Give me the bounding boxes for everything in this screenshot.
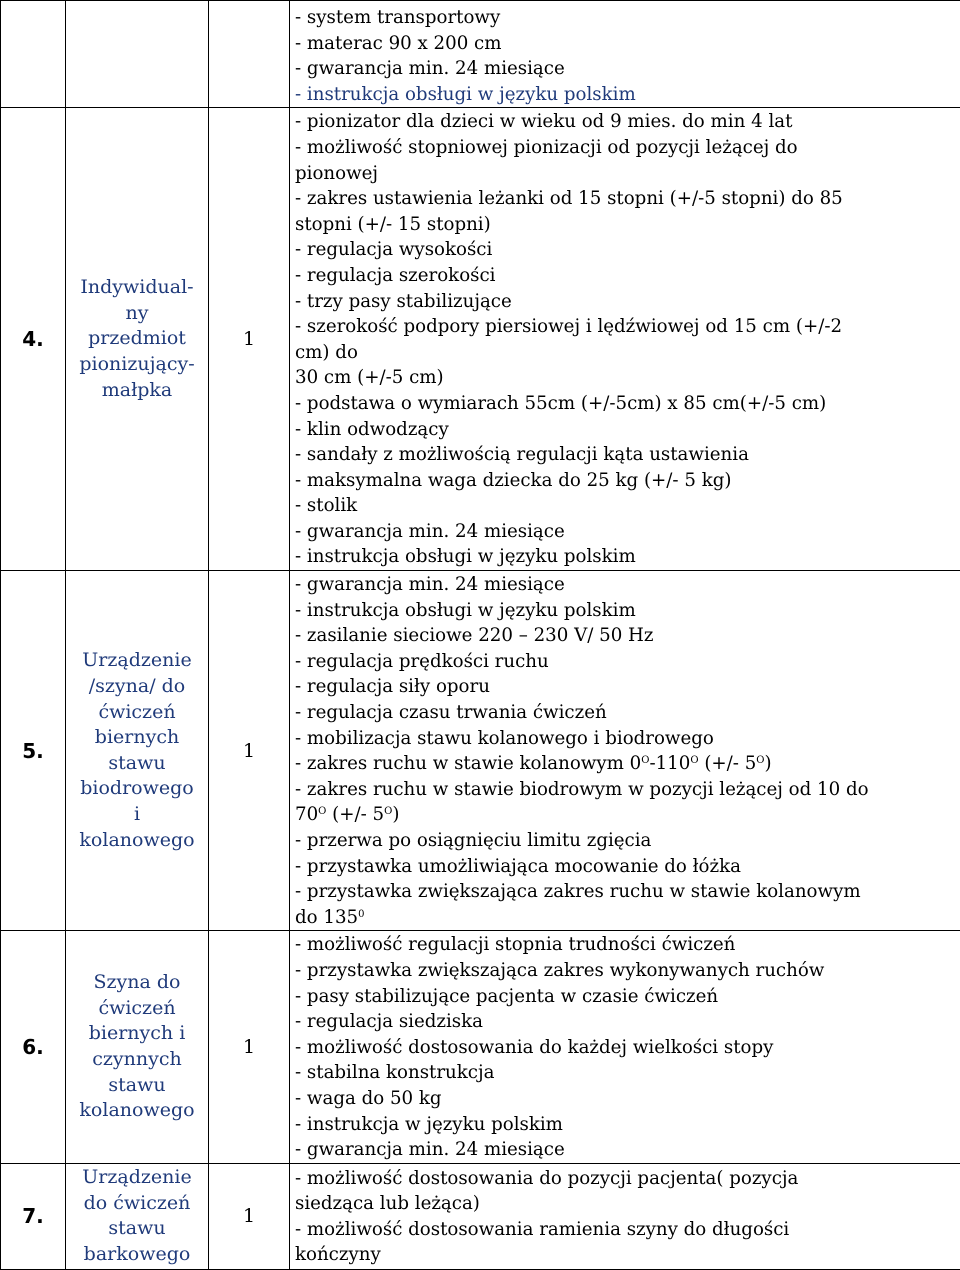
item-quantity: 1 <box>209 108 290 571</box>
description-line: - klin odwodzący <box>295 417 960 443</box>
description-line: cm) do <box>295 340 960 366</box>
description-line: - materac 90 x 200 cm <box>295 31 960 57</box>
item-name-line: czynnych <box>66 1047 208 1073</box>
item-name-line: i <box>66 802 208 828</box>
description-line: - zakres ustawienia leżanki od 15 stopni (+/-5 stopni) do 85 <box>295 186 960 212</box>
item-name-line: barkowego <box>66 1242 208 1268</box>
item-name <box>66 1 209 108</box>
description-line: - szerokość podpory piersiowej i lędźwiowej od 15 cm (+/-2 <box>295 314 960 340</box>
item-name-line: stawu <box>66 751 208 777</box>
description-line: - regulacja prędkości ruchu <box>295 649 960 675</box>
description-line: - stabilna konstrukcja <box>295 1060 960 1086</box>
item-name-line: biodrowego <box>66 776 208 802</box>
item-name-line: /szyna/ do <box>66 674 208 700</box>
description-line: stopni (+/- 15 stopni) <box>295 212 960 238</box>
item-name <box>66 108 209 571</box>
table-row <box>1 1163 960 1269</box>
description-line: - gwarancja min. 24 miesiące <box>295 572 960 598</box>
item-description <box>290 571 960 931</box>
description-line: - waga do 50 kg <box>295 1086 960 1112</box>
description-line: - przystawka zwiększająca zakres ruchu w stawie kolanowym <box>295 879 960 905</box>
description-line: - możliwość dostosowania do każdej wielkości stopy <box>295 1035 960 1061</box>
description-line: kończyny <box>295 1242 960 1268</box>
description-line: pionowej <box>295 161 960 187</box>
description-line: - przystawka umożliwiająca mocowanie do łóżka <box>295 854 960 880</box>
item-name-line: Urządzenie <box>66 1165 208 1191</box>
description-line: - mobilizacja stawu kolanowego i biodrowego <box>295 726 960 752</box>
description-line: - system transportowy <box>295 5 960 31</box>
description-line: - regulacja czasu trwania ćwiczeń <box>295 700 960 726</box>
item-name-line: kolanowego <box>66 1098 208 1124</box>
table-row <box>1 931 960 1163</box>
description-line: do $135^0$ <box>295 905 960 931</box>
table-row <box>1 108 960 571</box>
description-line: - instrukcja obsługi w języku polskim <box>295 82 960 108</box>
description-line: - gwarancja min. 24 miesiące <box>295 1137 960 1163</box>
item-name-line: ny <box>66 301 208 327</box>
row-number: 5. <box>1 571 66 931</box>
description-line: $70^O$ (+/- $5^O$) <box>295 802 960 828</box>
item-description <box>290 108 960 571</box>
description-line: siedząca lub leżąca) <box>295 1191 960 1217</box>
description-line: - regulacja wysokości <box>295 237 960 263</box>
description-line: - możliwość stopniowej pionizacji od pozycji leżącej do <box>295 135 960 161</box>
row-number: 7. <box>1 1163 66 1269</box>
description-line: - pionizator dla dzieci w wieku od 9 mies. do min 4 lat <box>295 109 960 135</box>
description-line: - instrukcja obsługi w języku polskim <box>295 598 960 624</box>
description-line: - zakres ruchu w stawie kolanowym $0^O-110^O$ (+/- $5^O$) <box>295 751 960 777</box>
item-name <box>66 931 209 1163</box>
description-line: - podstawa o wymiarach 55cm (+/-5cm) x 85 cm(+/-5 cm) <box>295 391 960 417</box>
description-line: - trzy pasy stabilizujące <box>295 289 960 315</box>
item-name-line: Urządzenie <box>66 648 208 674</box>
description-line: - sandały z możliwością regulacji kąta ustawienia <box>295 442 960 468</box>
description-line: - regulacja szerokości <box>295 263 960 289</box>
item-name-line: biernych i <box>66 1021 208 1047</box>
item-quantity: 1 <box>209 571 290 931</box>
row-number: 6. <box>1 931 66 1163</box>
description-line: - możliwość regulacji stopnia trudności ćwiczeń <box>295 932 960 958</box>
description-line: - gwarancja min. 24 miesiące <box>295 519 960 545</box>
description-line: - instrukcja obsługi w języku polskim <box>295 544 960 570</box>
description-line: - możliwość dostosowania do pozycji pacjenta( pozycja <box>295 1166 960 1192</box>
description-line: - możliwość dostosowania ramienia szyny do długości <box>295 1217 960 1243</box>
item-name-line: ćwiczeń <box>66 996 208 1022</box>
table-row <box>1 1 960 108</box>
description-line: - przystawka zwiększająca zakres wykonywanych ruchów <box>295 958 960 984</box>
description-line: 30 cm (+/-5 cm) <box>295 365 960 391</box>
item-name-line: Indywidual- <box>66 275 208 301</box>
item-quantity <box>209 1 290 108</box>
description-line: - pasy stabilizujące pacjenta w czasie ćwiczeń <box>295 984 960 1010</box>
item-name-line: do ćwiczeń <box>66 1191 208 1217</box>
item-name-line: ćwiczeń <box>66 700 208 726</box>
item-name <box>66 571 209 931</box>
description-line: - stolik <box>295 493 960 519</box>
description-line: - zakres ruchu w stawie biodrowym w pozycji leżącej od 10 do <box>295 777 960 803</box>
item-name-line: małpka <box>66 378 208 404</box>
description-line: - przerwa po osiągnięciu limitu zgięcia <box>295 828 960 854</box>
description-line: - zasilanie sieciowe 220 – 230 V/ 50 Hz <box>295 623 960 649</box>
description-line: - maksymalna waga dziecka do 25 kg (+/- 5 kg) <box>295 468 960 494</box>
item-name-line: przedmiot <box>66 326 208 352</box>
row-number: 4. <box>1 108 66 571</box>
item-quantity: 1 <box>209 1163 290 1269</box>
item-name-line: Szyna do <box>66 970 208 996</box>
table-row <box>1 571 960 931</box>
description-line: - instrukcja w języku polskim <box>295 1112 960 1138</box>
item-name-line: stawu <box>66 1216 208 1242</box>
item-name-line: biernych <box>66 725 208 751</box>
description-line: - regulacja siły oporu <box>295 674 960 700</box>
item-name <box>66 1163 209 1269</box>
description-line: - regulacja siedziska <box>295 1009 960 1035</box>
item-description <box>290 1163 960 1269</box>
item-name-line: stawu <box>66 1073 208 1099</box>
description-line: - gwarancja min. 24 miesiące <box>295 56 960 82</box>
item-name-line: kolanowego <box>66 828 208 854</box>
item-name-line: pionizujący- <box>66 352 208 378</box>
item-description <box>290 1 960 108</box>
row-number <box>1 1 66 108</box>
item-description <box>290 931 960 1163</box>
item-quantity: 1 <box>209 931 290 1163</box>
